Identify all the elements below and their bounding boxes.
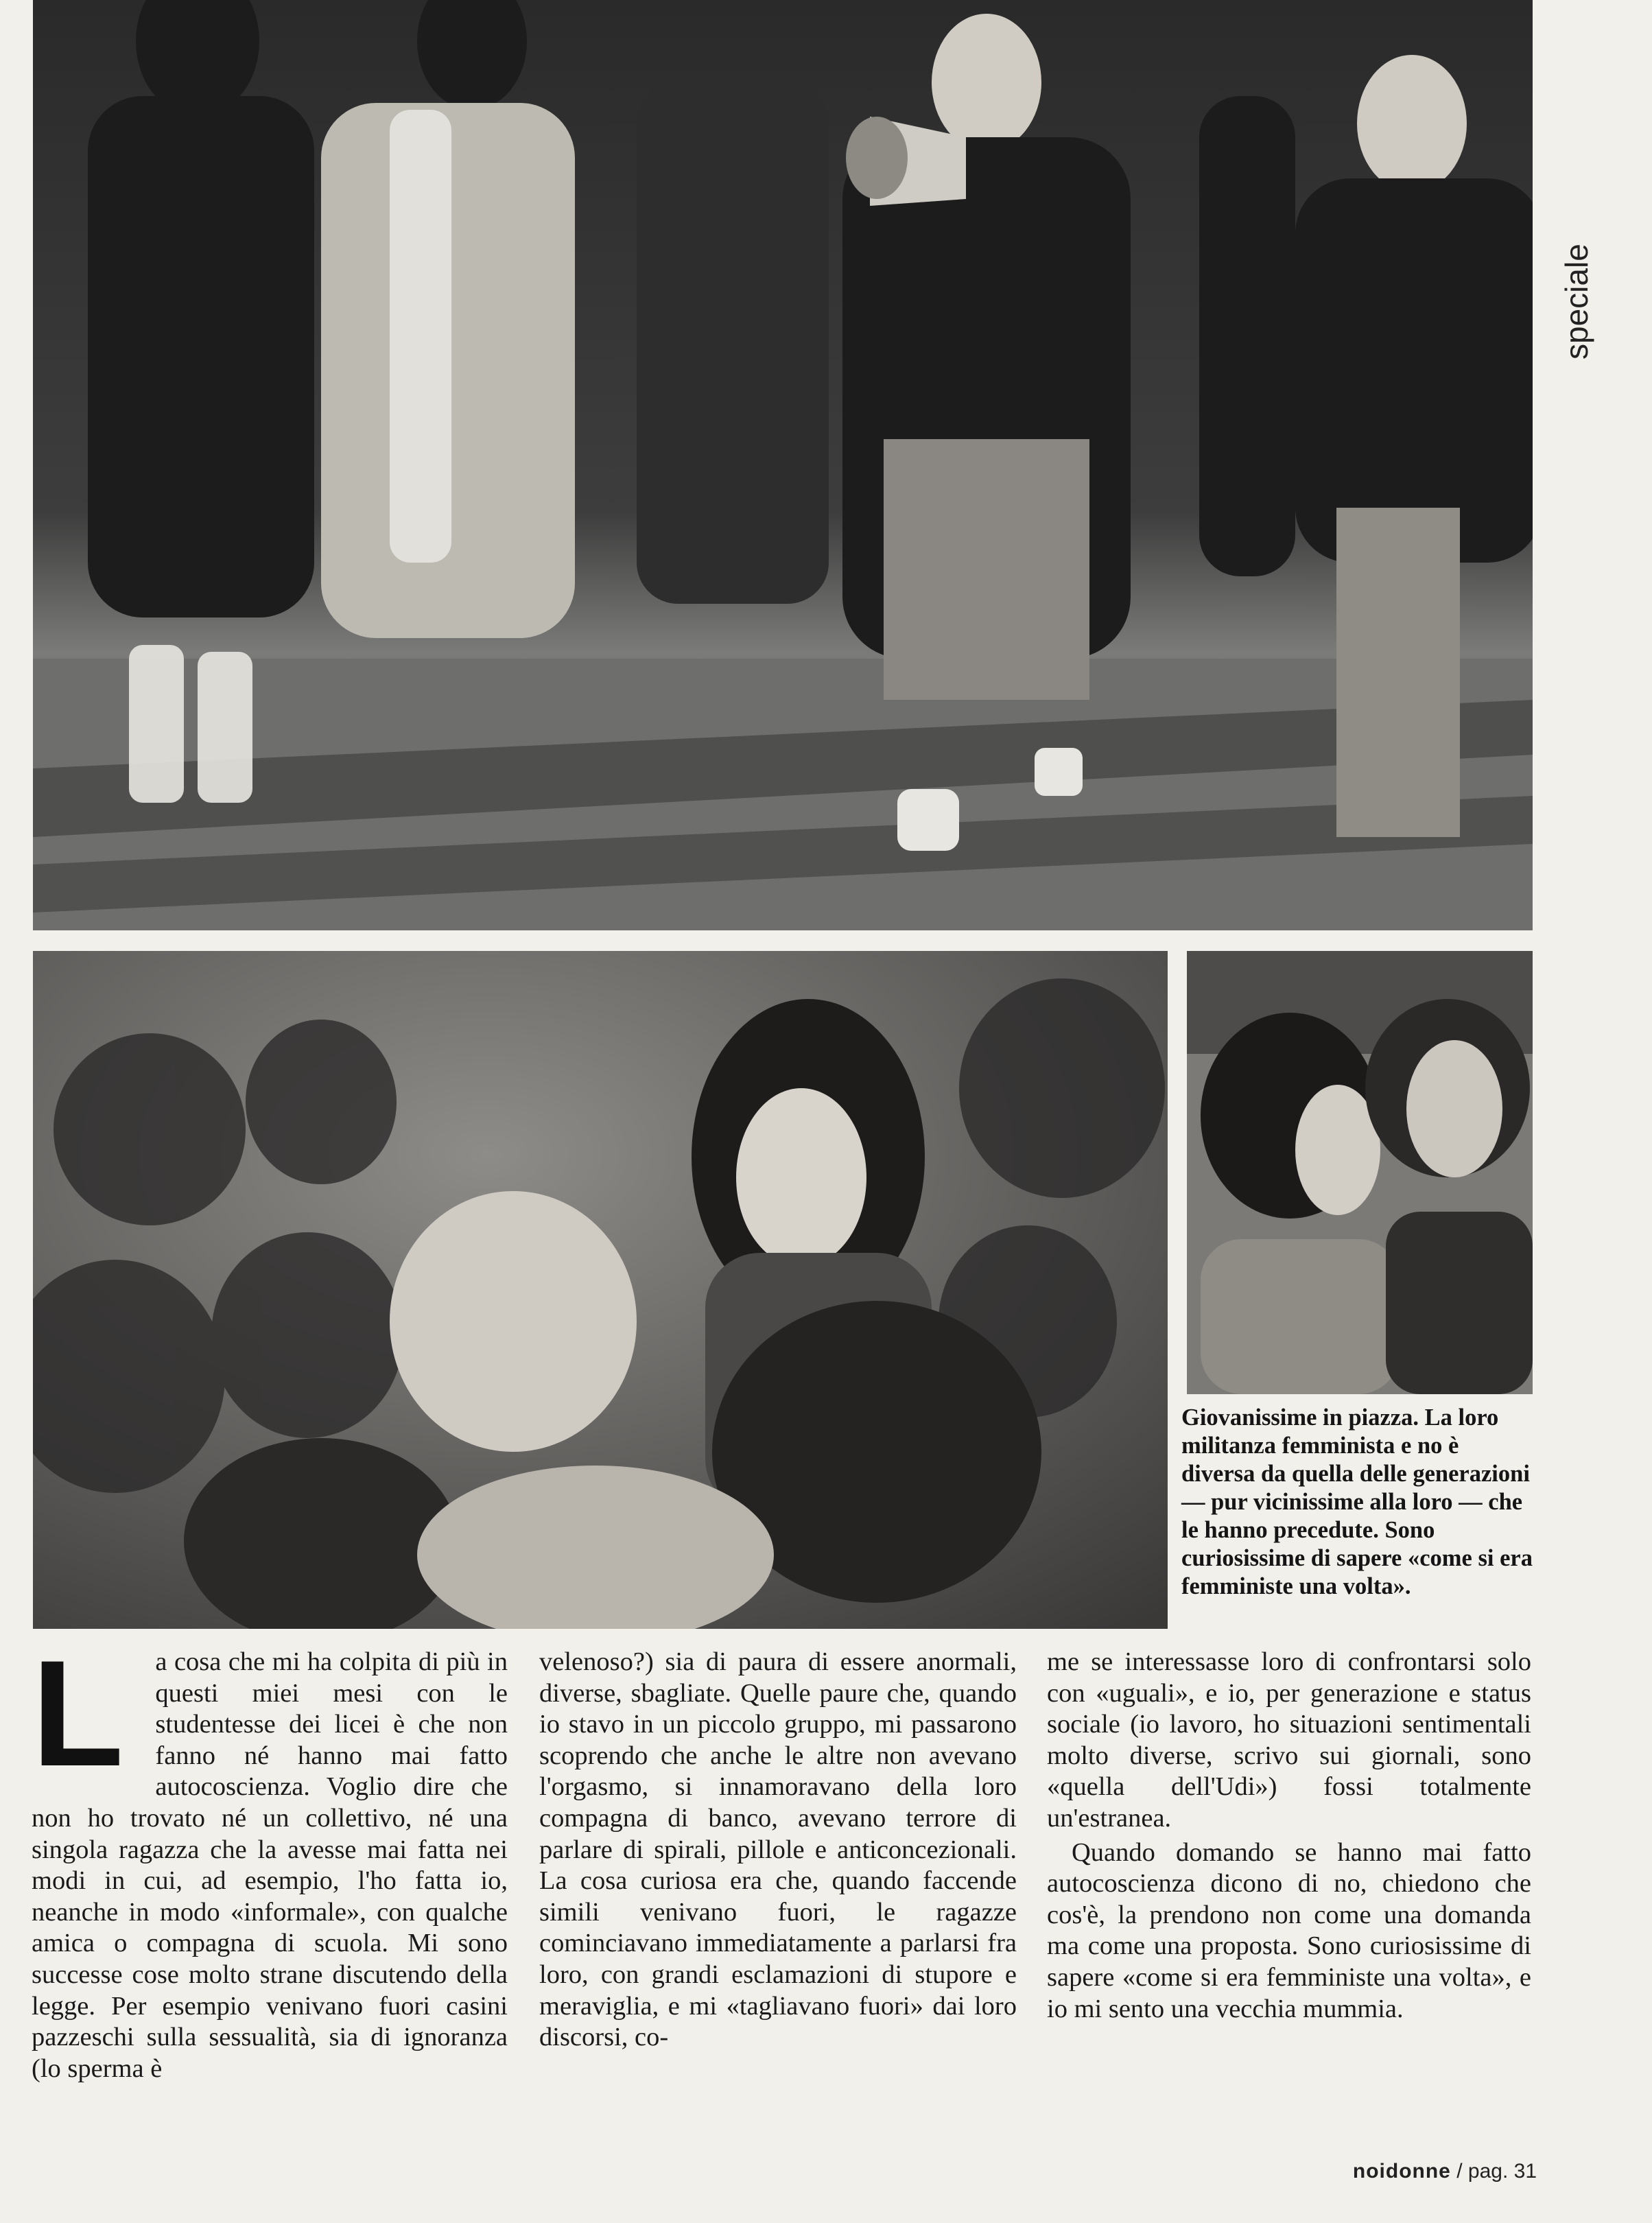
seated-crowd-illustration <box>33 951 1168 1629</box>
article-text-col3-paragraph-2: Quando domando se hanno mai fatto autocoscienza dicono di no, chiedono che cos'è, la prendono non come una domanda ma come una proposta. Sono curiosissime di sapere «come si era femministe una volta», e io mi sento una vecchia mummia. <box>1047 1837 1531 2023</box>
article-text-col3-paragraph-1: me se interessasse loro di confrontarsi solo con «uguali», e io, per generazione e status sociale (io lavoro, ho situazioni sentimentali molto diverse, scrivo sui giornali, sono «quella dell'Udi») fossi totalmente un'estranea. <box>1047 1647 1531 1833</box>
article-text-col2: velenoso?) sia di paura di essere anormali, diverse, sbagliate. Quelle paure che, quando io stavo in un piccolo gruppo, mi passarono scoprendo che anche le altre non avevano l'orgasmo, si innamoravano della loro compagna di banco, avevano terrore di parlare di spirali, pillole e anticoncezionali. La cosa curiosa era che, quando faccende simili venivano fuori, le ragazze cominciavano immediatamente a parlarsi fra loro, con grandi esclamazioni di stupore e meraviglia, e mi «tagliavano fuori» dai loro discorsi, co- <box>539 1647 1017 2052</box>
top-photo-march <box>33 0 1533 930</box>
march-photo-illustration <box>33 0 1533 930</box>
middle-photo-seated-crowd <box>33 951 1168 1629</box>
page-number: pag. 31 <box>1467 2160 1537 2183</box>
magazine-name: noidonne <box>1352 2160 1451 2183</box>
drop-cap: L <box>32 1629 124 1798</box>
article-column-3 <box>1047 1647 1531 2127</box>
footer-separator: / <box>1456 2160 1463 2183</box>
section-label: speciale <box>1559 244 1594 360</box>
two-girls-illustration <box>1187 951 1533 1394</box>
article-text-col1: a cosa che mi ha colpita di più in questi miei mesi con le studentesse dei licei è che non fanno né hanno mai fatto autocoscienza. Voglio dire che non ho trovato né un collettivo, né una singola ragazza che la avesse mai fatta nei modi in cui, ad esempio, l'ho fatta io, neanche in modo «informale», con qualche amica o compagna di scuola. Mi sono successe cose molto strane discutendo della legge. Per esempio venivano fuori casini pazzeschi sulla sessualità, sia di ignoranza (lo sperma è <box>32 1647 508 2083</box>
article-column-1 <box>32 1629 508 2127</box>
article-column-2 <box>539 1647 1017 2127</box>
photo-caption: Giovanissime in piazza. La loro militanza femminista e no è diversa da quella delle generazioni — pur vicinissime alla loro — che le hanno precedute. Sono curiosissime di sapere «come si era femministe una volta». <box>1181 1404 1533 1599</box>
small-photo-two-girls <box>1187 951 1533 1394</box>
page-footer <box>1303 2160 1537 2183</box>
